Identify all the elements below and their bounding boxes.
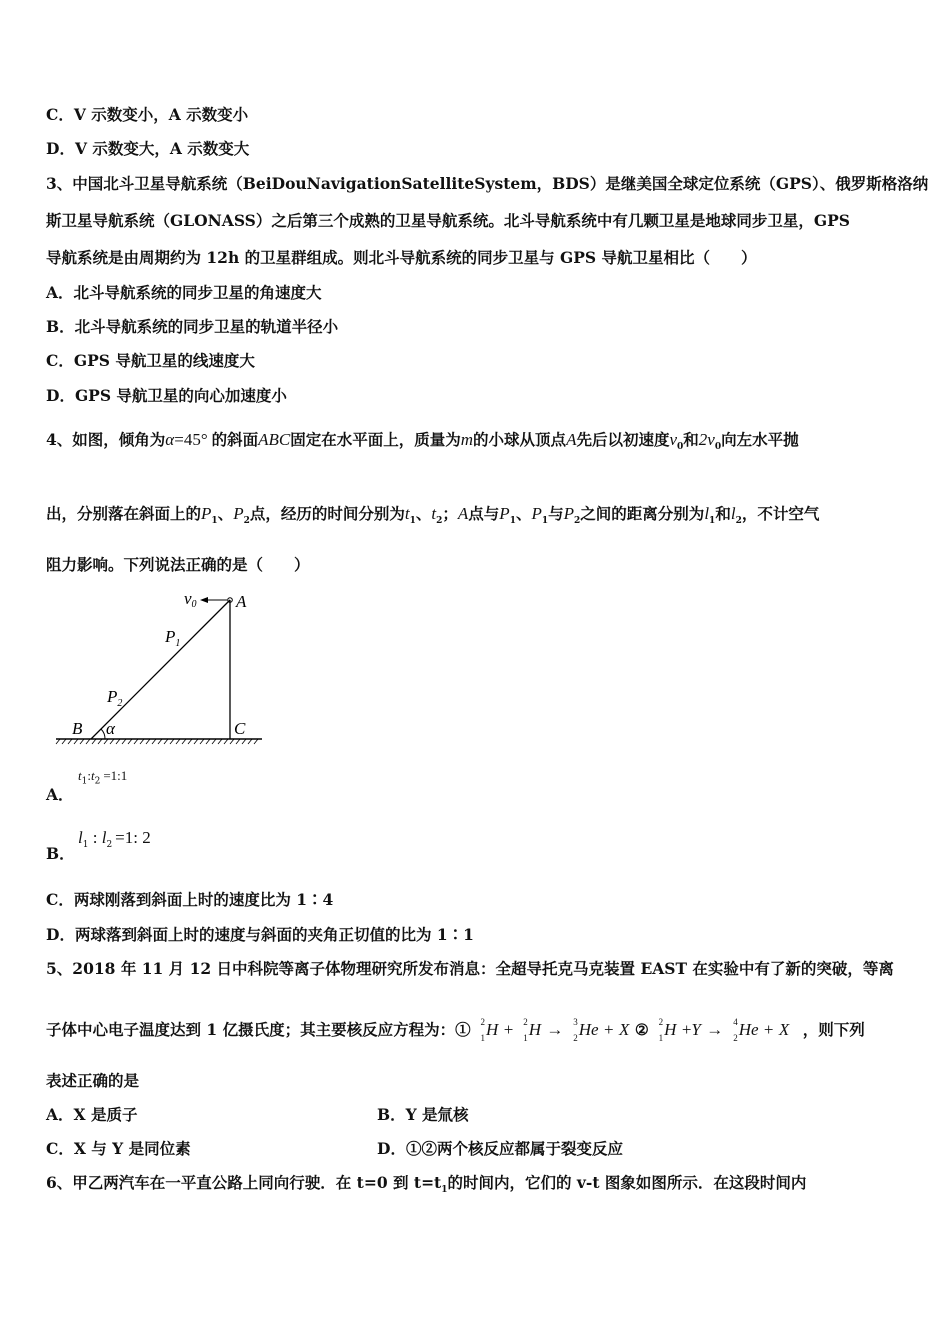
label-p2: $P_2$ — [107, 687, 123, 709]
q4-stem-line3: 阻力影响。下列说法正确的是（ ） — [46, 555, 310, 574]
q5-option-a: A．X 是质子 — [46, 1105, 138, 1124]
q4-option-c: C．两球刚落到斜面上时的速度比为 1∶4 — [46, 890, 334, 909]
q5-option-b: B．Y 是氚核 — [377, 1105, 469, 1124]
q3-stem-line3: 导航系统是由周期约为 12h 的卫星群组成。则北斗导航系统的同步卫星与 GPS 导航卫星相比（ ） — [46, 248, 757, 267]
q3-option-b: B．北斗导航系统的同步卫星的轨道半径小 — [46, 317, 339, 336]
q3-option-d: D．GPS 导航卫星的向心加速度小 — [46, 386, 287, 405]
q5-option-c: C．X 与 Y 是同位素 — [46, 1139, 191, 1158]
q4-option-b-formula: $l_1$ : $l_2 =1$: 2 — [78, 828, 151, 851]
q5-option-d: D．①②两个核反应都属于裂变反应 — [377, 1139, 623, 1158]
label-b: B — [72, 719, 83, 738]
label-p1: $P_1$ — [165, 627, 181, 649]
label-c: C — [234, 719, 246, 738]
q4-option-d: D．两球落到斜面上时的速度与斜面的夹角正切值的比为 1∶1 — [46, 925, 474, 944]
q3-stem-line2: 斯卫星导航系统（GLONASS）之后第三个成熟的卫星导航系统。北斗导航系统中有几颗卫星是地球同步卫星，GPS — [46, 211, 850, 230]
q5-stem-line2: 子体中心电子温度达到 1 亿摄氏度；其主要核反应方程为：① 2 1 H + 2 1 H → 3 2 He + X ② 2 1 H +Y → 4 2 He + X ，则下列 — [46, 1017, 865, 1043]
label-alpha: α — [106, 719, 115, 738]
q4-option-a: A． $t_1:t_2$ =1:1 — [46, 768, 128, 804]
q2-option-d: D．V 示数变大，A 示数变大 — [46, 139, 250, 158]
q2-option-c: C．V 示数变小，A 示数变小 — [46, 105, 249, 124]
q4-option-b: B． $l_1$ : $l_2 =1$: 2 — [46, 828, 151, 863]
q5-stem-line3: 表述正确的是 — [46, 1071, 140, 1090]
q5-stem-line1: 5、2018 年 11 月 12 日中科院等离子体物理研究所发布消息：全超导托克马克装置 EAST 在实验中有了新的突破，等离 — [46, 959, 894, 978]
q3-stem-line1: 3、中国北斗卫星导航系统（BeiDouNavigationSatelliteSystem，BDS）是继美国全球定位系统（GPS）、俄罗斯格洛纳 — [46, 174, 929, 193]
ground-hatch — [56, 739, 258, 744]
q3-option-a: A．北斗导航系统的同步卫星的角速度大 — [46, 283, 322, 302]
q3-option-c: C．GPS 导航卫星的线速度大 — [46, 351, 255, 370]
label-v0: v0 — [184, 589, 197, 610]
angle-arc — [101, 729, 105, 739]
incline-diagram — [50, 582, 270, 747]
velocity-arrowhead — [200, 597, 208, 603]
label-a: A — [236, 592, 247, 611]
q4-option-a-formula: $t_1:t_2$ =1:1 — [78, 768, 128, 787]
q4-stem-line2: 出，分别落在斜面上的$P_1$、$P_2$点，经历的时间分别为$t_1$、$t_2$；A点与$P_1$、$P_1$与$P_2$之间的距离分别为$l_1$和$l_2$，不计空气 — [46, 504, 820, 527]
q4-stem-line1: 4、如图，倾角为α=45° 的斜面ABC固定在水平面上，质量为m的小球从顶点A先后以初速度$v_0$和$2v_0$向左水平抛 — [46, 430, 799, 453]
q6-stem-line1: 6、甲乙两汽车在一平直公路上同向行驶．在 t=0 到 $t=t_1$的时间内，它们的 v-t 图象如图所示．在这段时间内 — [46, 1173, 807, 1196]
